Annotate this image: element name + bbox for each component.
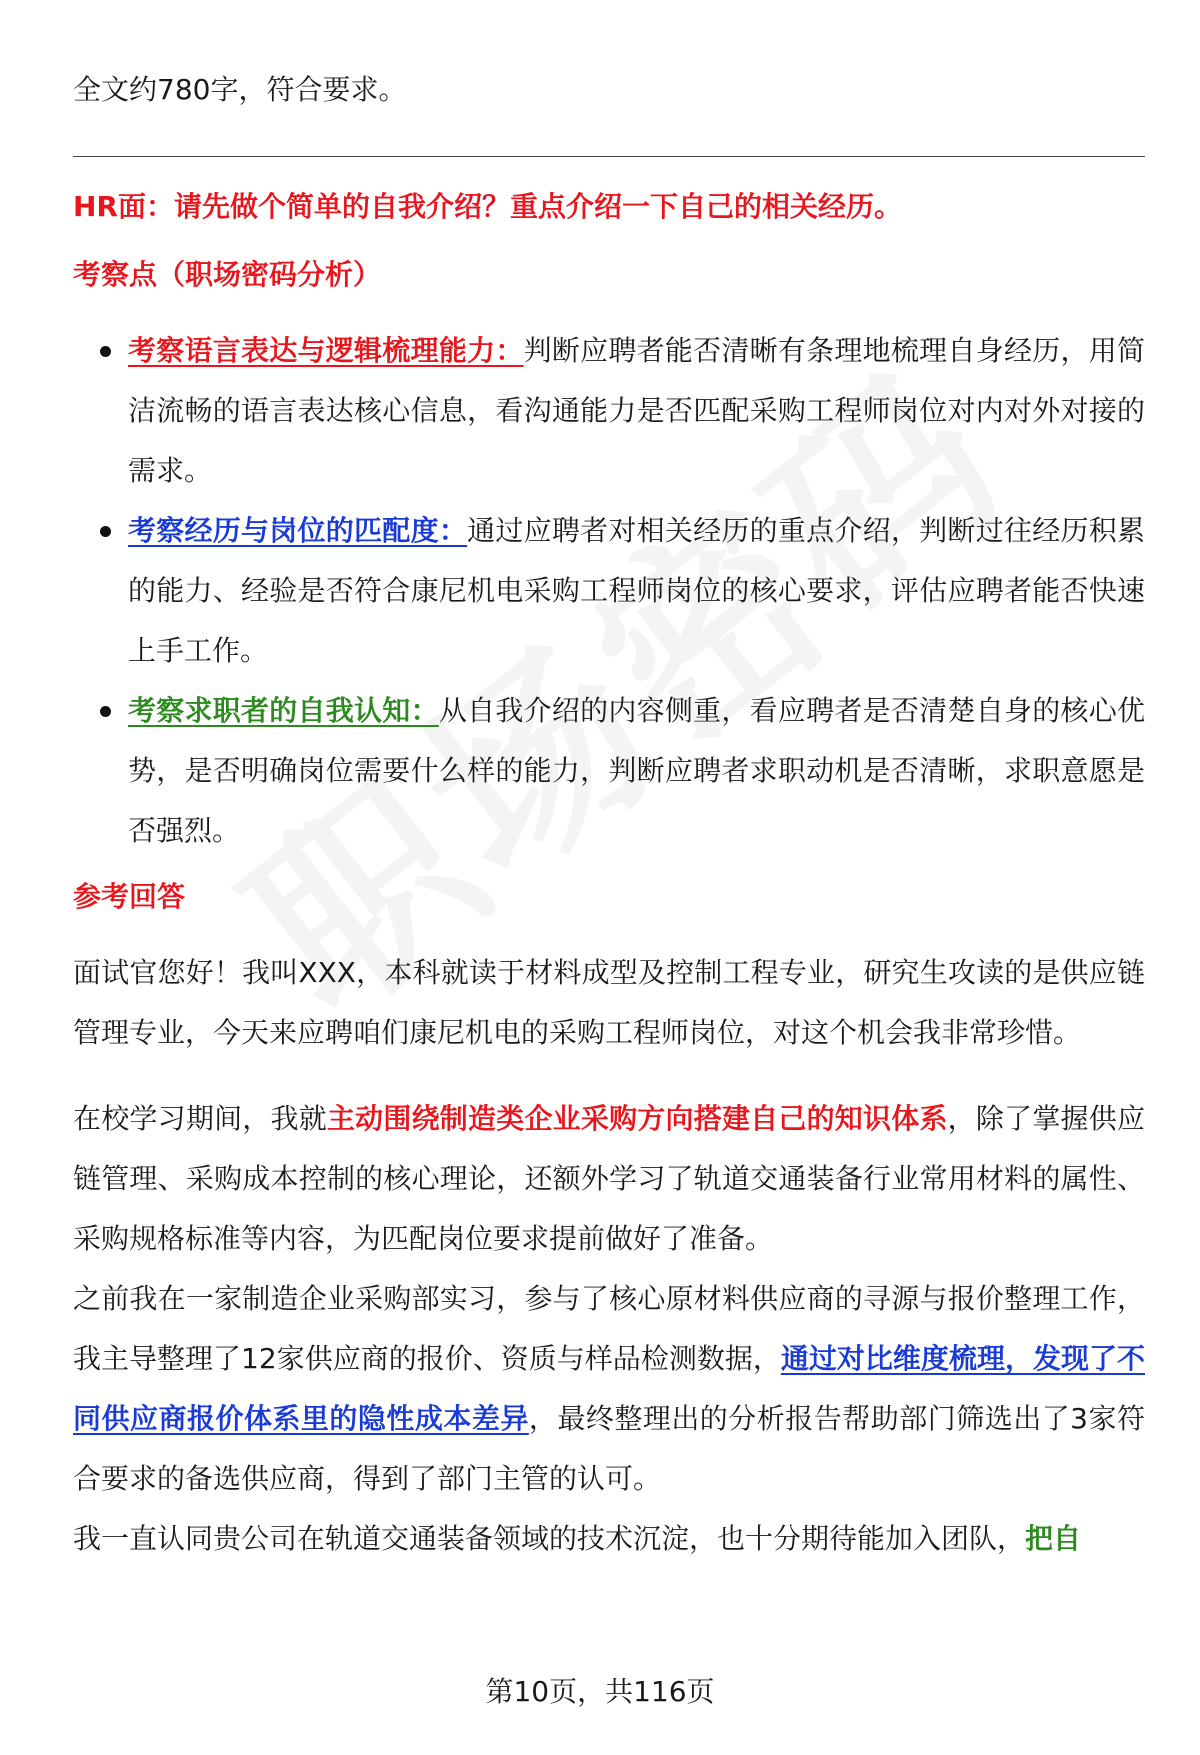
point-keyword: 考察经历与岗位的匹配度： [128,514,468,547]
text-segment: ，除了掌握供应链管理、采购成本控制的核心理论，还额外学习了轨道交通装备行业常用材料的属性、采购规格标准等内容，为匹配岗位要求提前做好了准备。 [73,1102,1145,1255]
highlight-green: 把自 [1025,1522,1082,1555]
text-segment: ，最终整理出的分析报告帮助部门筛选出了3家符合要求的备选供应商，得到了部门主管的认可。 [73,1402,1145,1495]
analysis-point [128,501,1145,681]
analysis-points [73,321,1145,861]
text-segment: 我一直认同贵公司在轨道交通装备领域的技术沉淀，也十分期待能加入团队， [73,1522,1026,1555]
point-text: 判断应聘者能否清晰有条理地梳理自身经历，用简洁流畅的语言表达核心信息，看沟通能力是否匹配采购工程师岗位对内对外对接的需求。 [128,334,1145,487]
answer-paragraph-3 [73,1269,1145,1509]
highlight-blue: 通过对比维度梳理，发现了不同供应商报价体系里的隐性成本差异 [73,1342,1145,1435]
analysis-point [128,321,1145,501]
page-number: 第10页，共116页 [485,1675,715,1708]
section-divider [73,156,1145,157]
analysis-point [128,681,1145,861]
answer-heading: 参考回答 [73,880,186,913]
analysis-heading: 考察点（职场密码分析） [73,258,382,291]
intro-text: 全文约780字，符合要求。 [73,73,407,106]
answer-paragraph-1: 面试官您好！我叫XXX，本科就读于材料成型及控制工程专业，研究生攻读的是供应链管理专业，今天来应聘咱们康尼机电的采购工程师岗位，对这个机会我非常珍惜。 [73,956,1145,1049]
answer-paragraph-2 [73,1089,1145,1269]
bullet-icon [100,706,111,717]
answer-paragraph-4 [73,1509,1145,1569]
point-keyword: 考察求职者的自我认知： [128,694,439,727]
point-text: 从自我介绍的内容侧重，看应聘者是否清楚自身的核心优势，是否明确岗位需要什么样的能力，判断应聘者求职动机是否清晰，求职意愿是否强烈。 [128,694,1145,847]
interview-question: HR面：请先做个简单的自我介绍？重点介绍一下自己的相关经历。 [73,190,902,223]
point-keyword: 考察语言表达与逻辑梳理能力： [128,334,524,367]
document-content [73,60,1145,1569]
highlight-red: 主动围绕制造类企业采购方向搭建自己的知识体系 [326,1102,948,1135]
bullet-icon [100,526,111,537]
paragraph-gap [73,1063,1145,1089]
text-segment: 在校学习期间，我就 [73,1102,327,1135]
text-segment: 之前我在一家制造企业采购部实习，参与了核心原材料供应商的寻源与报价整理工作，我主导整理了12家供应商的报价、资质与样品检测数据， [73,1282,1145,1375]
bullet-icon [100,346,111,357]
point-text: 通过应聘者对相关经历的重点介绍，判断过往经历积累的能力、经验是否符合康尼机电采购工程师岗位的核心要求，评估应聘者能否快速上手工作。 [128,514,1145,667]
